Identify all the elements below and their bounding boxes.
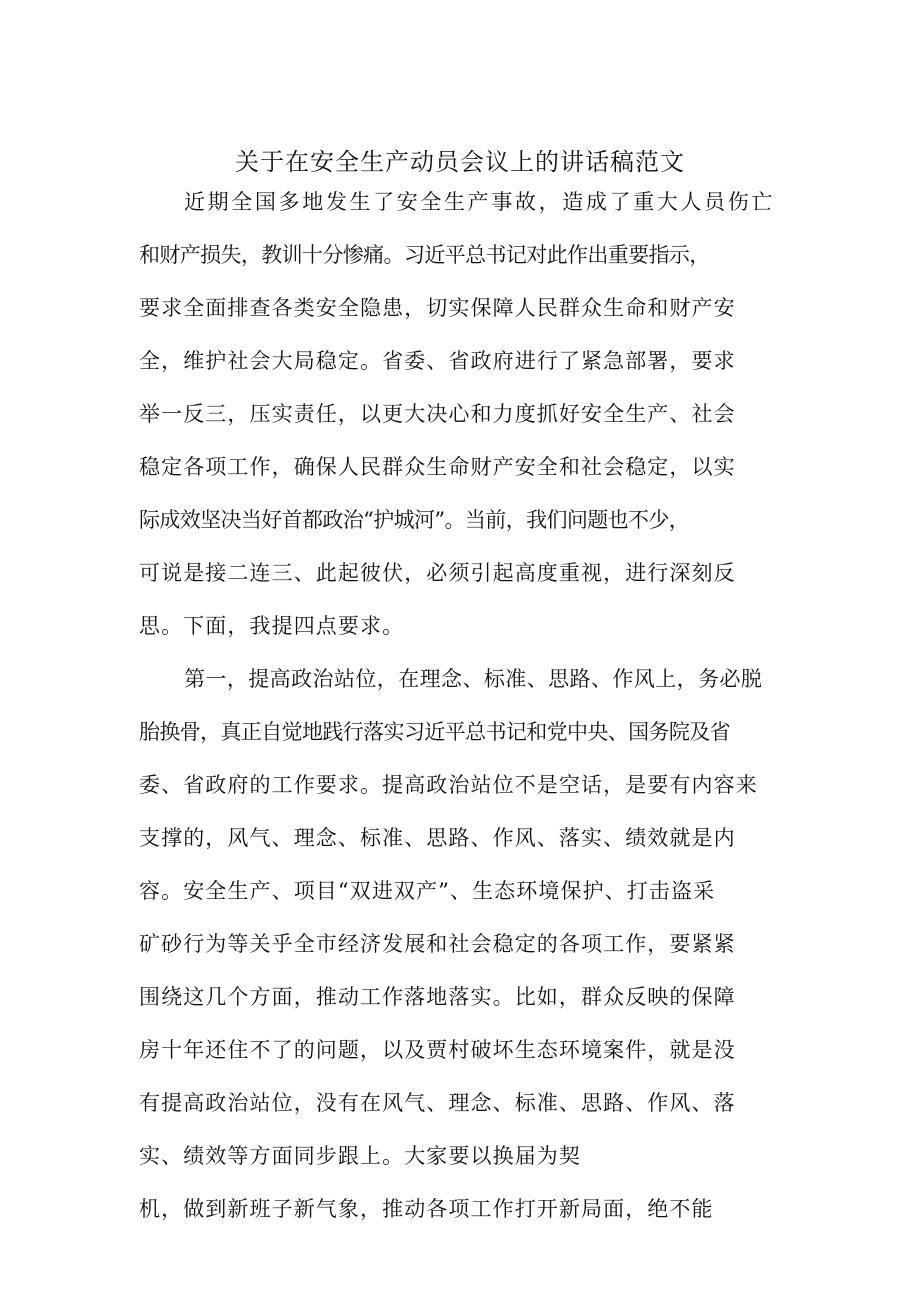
paragraph-line: 有提高政治站位，没有在风气、理念、标准、思路、作风、落 bbox=[139, 1091, 736, 1115]
paragraph-line: 矿砂行为等关乎全市经济发展和社会稳定的各项工作，要紧紧 bbox=[139, 932, 736, 956]
paragraph-line: 要求全面排查各类安全隐患，切实保障人民群众生命和财产安 bbox=[139, 296, 736, 320]
paragraph-line: 举一反三，压实责任，以更大决心和力度抓好安全生产、社会 bbox=[139, 402, 736, 426]
paragraph-line: 思。下面，我提四点要求。 bbox=[139, 614, 405, 638]
paragraph-line: 实、绩效等方面同步跟上。大家要以换届为契 bbox=[139, 1144, 581, 1168]
paragraph-line: 容。安全生产、项目“双进双产”、生态环境保护、打击盗采 bbox=[139, 879, 716, 903]
paragraph-line: 近期全国多地发生了安全生产事故，造成了重大人员伤亡 bbox=[184, 190, 775, 214]
paragraph-line: 机，做到新班子新气象，推动各项工作打开新局面，绝不能 bbox=[139, 1197, 714, 1221]
paragraph-line: 第一，提高政治站位，在理念、标准、思路、作风上，务必脱 bbox=[184, 667, 763, 691]
document-title: 关于在安全生产动员会议上的讲话稿范文 bbox=[235, 148, 685, 176]
paragraph-line: 际成效坚决当好首都政治“护城河”。当前，我们问题也不少， bbox=[139, 508, 690, 532]
paragraph-line: 可说是接二连三、此起彼伏，必须引起高度重视，进行深刻反 bbox=[139, 561, 736, 585]
paragraph-line: 委、省政府的工作要求。提高政治站位不是空话，是要有内容来 bbox=[139, 773, 758, 797]
paragraph-line: 房十年还住不了的问题，以及贾村破坏生态环境案件，就是没 bbox=[139, 1038, 736, 1062]
paragraph-line: 支撑的，风气、理念、标准、思路、作风、落实、绩效就是内 bbox=[139, 826, 736, 850]
paragraph-line: 围绕这几个方面，推动工作落地落实。比如，群众反映的保障 bbox=[139, 985, 736, 1009]
paragraph-line: 全，维护社会大局稳定。省委、省政府进行了紧急部署，要求 bbox=[139, 349, 736, 373]
paragraph-line: 稳定各项工作，确保人民群众生命财产安全和社会稳定，以实 bbox=[139, 455, 736, 479]
paragraph-line: 和财产损失，教训十分惨痛。习近平总书记对此作出重要指示， bbox=[139, 243, 710, 267]
paragraph-line: 胎换骨，真正自觉地践行落实习近平总书记和党中央、国务院及省 bbox=[139, 720, 731, 744]
